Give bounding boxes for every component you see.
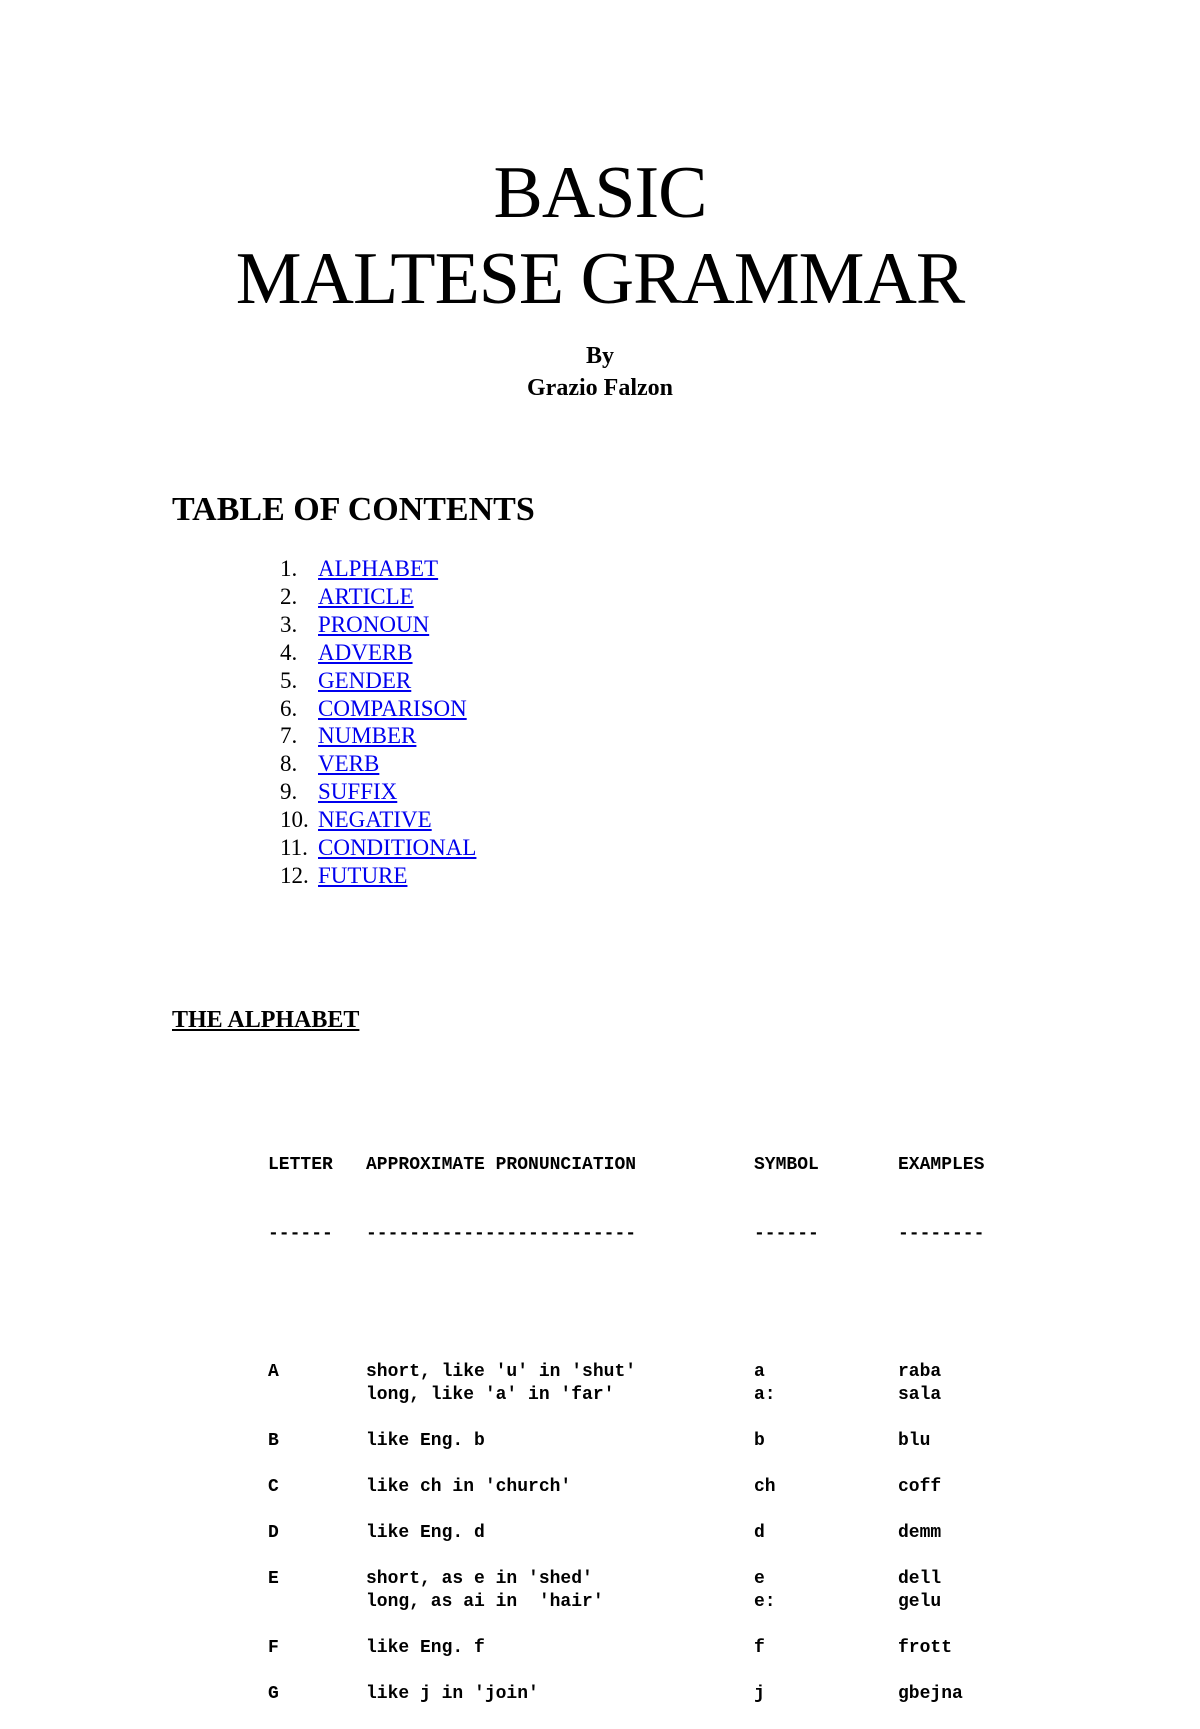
table-row [268, 1476, 1018, 1499]
toc-item [280, 722, 476, 750]
table-row [268, 1361, 1018, 1384]
toc-link-conditional[interactable]: CONDITIONAL [318, 835, 477, 861]
letter-cell: C [268, 1477, 279, 1497]
example-cell: demm [898, 1523, 942, 1543]
toc-item [280, 667, 476, 695]
toc-item [280, 806, 476, 834]
toc-item-number: 2. [280, 583, 298, 609]
alphabet-entry [268, 1476, 1018, 1499]
pronunciation-cell: like j in 'join' [366, 1684, 539, 1704]
column-header-pronunciation: APPROXIMATE PRONUNCIATION [366, 1155, 637, 1175]
symbol-cell: b [754, 1431, 765, 1451]
toc-item [280, 555, 476, 583]
letter-cell: D [268, 1523, 279, 1543]
toc-item [280, 611, 476, 639]
column-header-examples: EXAMPLES [898, 1155, 985, 1175]
table-header-underline-row [268, 1223, 1018, 1246]
column-header-symbol: SYMBOL [754, 1155, 819, 1175]
alphabet-heading: THE ALPHABET [172, 1007, 360, 1033]
toc-item-number: 11. [280, 835, 308, 861]
document-title [0, 150, 1200, 322]
letter-cell: G [268, 1684, 279, 1704]
underline-letter: ------ [268, 1224, 333, 1244]
toc-link-pronoun[interactable]: PRONOUN [318, 611, 430, 637]
toc-item [280, 778, 476, 806]
toc-item [280, 695, 476, 723]
letter-cell [268, 1591, 366, 1614]
symbol-cell: f [754, 1638, 765, 1658]
symbol-cell: j [754, 1684, 765, 1704]
example-cell: gelu [898, 1592, 942, 1612]
spacer [268, 1453, 1018, 1476]
symbol-cell: ch [754, 1477, 776, 1497]
toc-link-suffix[interactable]: SUFFIX [318, 779, 398, 805]
spacer [268, 1545, 1018, 1568]
toc-link-negative[interactable]: NEGATIVE [318, 807, 432, 833]
table-row [268, 1384, 1018, 1407]
underline-pronunciation: ------------------------- [366, 1224, 637, 1244]
toc-link-comparison[interactable]: COMPARISON [318, 695, 467, 721]
spacer [268, 1499, 1018, 1522]
example-cell: dell [898, 1569, 942, 1589]
toc-link-gender[interactable]: GENDER [318, 667, 412, 693]
symbol-cell: a [754, 1362, 765, 1382]
toc-item-number: 4. [280, 639, 298, 665]
pronunciation-cell: long, like 'a' in 'far' [366, 1385, 615, 1405]
toc-link-alphabet[interactable]: ALPHABET [318, 556, 439, 581]
toc-link-verb[interactable]: VERB [318, 751, 380, 777]
alphabet-entries [268, 1361, 1018, 1706]
toc-item [280, 583, 476, 611]
toc-item [280, 639, 476, 667]
toc-item [280, 834, 476, 862]
table-row [268, 1568, 1018, 1591]
toc-item-number: 10. [280, 807, 309, 833]
spacer [268, 1292, 1018, 1315]
toc-item [280, 862, 476, 890]
toc-item-number: 8. [280, 751, 298, 777]
alphabet-entry [268, 1683, 1018, 1706]
letter-cell [268, 1384, 366, 1407]
pronunciation-cell: like ch in 'church' [366, 1477, 572, 1497]
symbol-cell: e [754, 1569, 765, 1589]
spacer [268, 1660, 1018, 1683]
pronunciation-cell: like Eng. b [366, 1431, 485, 1451]
pronunciation-cell: like Eng. d [366, 1523, 485, 1543]
toc-list [280, 555, 476, 890]
title-line-1: BASIC [493, 152, 707, 234]
symbol-cell: e: [754, 1592, 776, 1612]
letter-cell: E [268, 1569, 279, 1589]
table-row [268, 1430, 1018, 1453]
table-row [268, 1683, 1018, 1706]
example-cell: blu [898, 1431, 931, 1451]
table-row [268, 1637, 1018, 1660]
pronunciation-cell: like Eng. f [366, 1638, 485, 1658]
alphabet-entry [268, 1430, 1018, 1453]
alphabet-entry [268, 1568, 1018, 1614]
letter-cell: A [268, 1362, 279, 1382]
title-line-2: MALTESE GRAMMAR [235, 238, 965, 320]
underline-symbol: ------ [754, 1224, 819, 1244]
letter-cell: B [268, 1431, 279, 1451]
example-cell: coff [898, 1477, 942, 1497]
toc-item-number: 6. [280, 695, 298, 721]
letter-cell: F [268, 1638, 279, 1658]
toc-item [280, 750, 476, 778]
toc-item-number: 1. [280, 556, 298, 581]
symbol-cell: d [754, 1523, 765, 1543]
byline-by: By [585, 343, 614, 369]
pronunciation-cell: short, as e in 'shed' [366, 1569, 593, 1589]
toc-link-number[interactable]: NUMBER [318, 723, 417, 749]
toc-link-article[interactable]: ARTICLE [318, 583, 414, 609]
alphabet-entry [268, 1361, 1018, 1407]
toc-link-future[interactable]: FUTURE [318, 862, 408, 888]
example-cell: frott [898, 1638, 953, 1658]
example-cell: gbejna [898, 1684, 963, 1704]
alphabet-entry [268, 1522, 1018, 1545]
byline [0, 340, 1200, 404]
toc-item-number: 9. [280, 779, 298, 805]
spacer [268, 1614, 1018, 1637]
toc-item-number: 12. [280, 862, 309, 888]
pronunciation-cell: short, like 'u' in 'shut' [366, 1362, 637, 1382]
toc-link-adverb[interactable]: ADVERB [318, 639, 413, 665]
pronunciation-cell: long, as ai in 'hair' [366, 1592, 604, 1612]
alphabet-entry [268, 1637, 1018, 1660]
table-header-row [268, 1154, 1018, 1177]
alphabet-table [268, 1108, 1018, 1729]
example-cell: raba [898, 1362, 942, 1382]
column-header-letter: LETTER [268, 1155, 333, 1175]
symbol-cell: a: [754, 1385, 776, 1405]
toc-item-number: 7. [280, 723, 298, 749]
underline-examples: -------- [898, 1224, 985, 1244]
table-row [268, 1522, 1018, 1545]
table-row [268, 1591, 1018, 1614]
toc-heading: TABLE OF CONTENTS [172, 491, 535, 528]
spacer [268, 1407, 1018, 1430]
example-cell: sala [898, 1385, 942, 1405]
author-name: Grazio Falzon [527, 375, 673, 401]
toc-item-number: 5. [280, 667, 298, 693]
toc-item-number: 3. [280, 611, 298, 637]
